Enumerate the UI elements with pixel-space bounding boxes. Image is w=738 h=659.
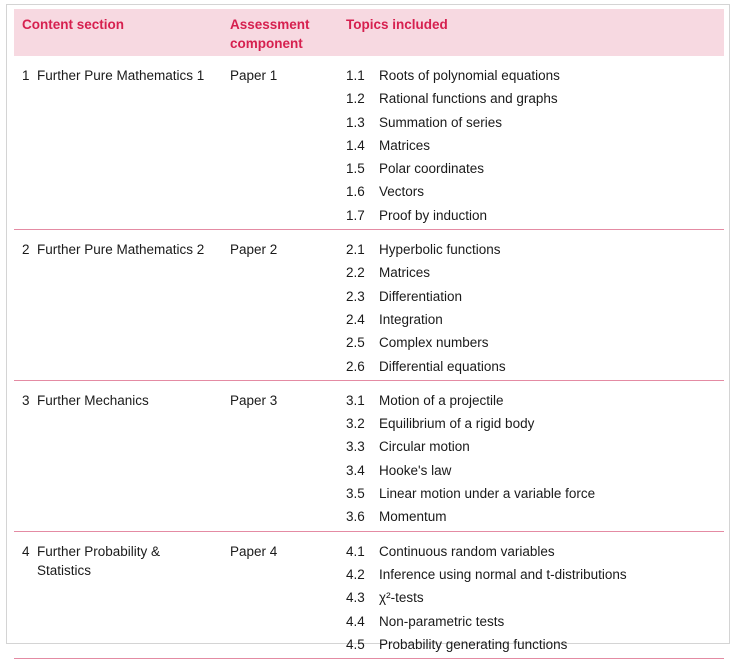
content-table (14, 9, 724, 659)
topic-name: Probability generating functions (379, 636, 568, 652)
content-section-cell (14, 56, 222, 230)
assessment-component: Paper 1 (230, 68, 278, 83)
content-section-cell (14, 230, 222, 381)
topic-name: Differentiation (379, 288, 463, 304)
topic-name: Roots of polynomial equations (379, 68, 560, 83)
topics-cell (338, 230, 724, 381)
header-assessment-component (222, 9, 338, 56)
topic-name: Complex numbers (379, 335, 489, 351)
content-section-cell (14, 380, 222, 531)
topic-item (346, 134, 716, 157)
topic-name: Hooke's law (379, 462, 452, 478)
topic-name: Equilibrium of a rigid body (379, 416, 535, 432)
topic-item (346, 111, 716, 134)
topic-number: 3.2 (346, 416, 365, 432)
topic-name: Proof by induction (379, 207, 488, 223)
topic-item (346, 482, 716, 505)
section-name: Further Pure Mathematics 1 (37, 68, 205, 83)
content-section (22, 542, 214, 580)
topic-number: 4.1 (346, 543, 365, 559)
topic-item (346, 64, 716, 87)
topic-number: 2.2 (346, 265, 365, 281)
topic-item (346, 308, 716, 331)
content-section-cell (14, 531, 222, 658)
topic-number: 1.7 (346, 207, 365, 223)
content-section (22, 240, 214, 259)
topic-item (346, 633, 716, 656)
topic-item (346, 586, 716, 609)
topic-number: 1.6 (346, 184, 365, 200)
table-header-row (14, 9, 724, 56)
topic-name: Inference using normal and t-distributions (379, 566, 627, 582)
topic-item (346, 331, 716, 354)
table-body (14, 56, 724, 659)
topic-item (346, 412, 716, 435)
topic-number: 1.2 (346, 91, 365, 107)
topic-item (346, 87, 716, 110)
section-number: 3 (22, 392, 30, 408)
topic-item (346, 610, 716, 633)
topic-number: 2.5 (346, 335, 365, 351)
topic-number: 3.5 (346, 486, 365, 502)
topic-name: Linear motion under a variable force (379, 486, 596, 502)
topic-item (346, 180, 716, 203)
header-topics-included: Topics included (346, 17, 448, 32)
topics-cell (338, 531, 724, 658)
table-row (14, 230, 724, 381)
topic-number: 2.3 (346, 288, 365, 304)
section-number: 4 (22, 543, 30, 559)
assessment-component: Paper 3 (230, 392, 278, 408)
assessment-component: Paper 4 (230, 543, 278, 559)
topic-name: Continuous random variables (379, 543, 555, 559)
topic-number: 3.4 (346, 462, 365, 478)
topic-name: χ²-tests (379, 590, 424, 606)
topic-number: 3.6 (346, 509, 365, 525)
section-number: 2 (22, 242, 30, 258)
topic-number: 3.3 (346, 439, 365, 455)
topic-name: Differential equations (379, 358, 506, 374)
content-section (22, 391, 214, 410)
topic-item (346, 459, 716, 482)
topic-name: Matrices (379, 265, 431, 281)
topic-name: Motion of a projectile (379, 392, 504, 408)
topic-name: Circular motion (379, 439, 470, 455)
topics-cell (338, 56, 724, 230)
topic-item (346, 563, 716, 586)
topic-item (346, 355, 716, 378)
topic-item (346, 540, 716, 563)
topic-name: Vectors (379, 184, 425, 200)
topic-number: 4.2 (346, 566, 365, 582)
topic-item (346, 435, 716, 458)
topic-name: Rational functions and graphs (379, 91, 558, 107)
topics-cell (338, 380, 724, 531)
topic-name: Matrices (379, 137, 431, 153)
topic-name: Integration (379, 311, 443, 327)
topic-number: 2.4 (346, 311, 365, 327)
table-row (14, 56, 724, 230)
topic-number: 1.5 (346, 161, 365, 177)
topic-item (346, 389, 716, 412)
header-assessment-component-label: Assessment component (230, 17, 310, 51)
topic-name: Momentum (379, 509, 447, 525)
topic-number: 4.3 (346, 590, 365, 606)
topic-item (346, 261, 716, 284)
topic-number: 1.3 (346, 114, 365, 130)
topic-item (346, 285, 716, 308)
topic-number: 3.1 (346, 392, 365, 408)
topic-item (346, 204, 716, 227)
table-row (14, 531, 724, 658)
section-name: Further Probability & Statistics (37, 543, 161, 578)
section-name: Further Mechanics (37, 392, 149, 408)
assessment-component: Paper 2 (230, 242, 278, 258)
topic-number: 4.5 (346, 636, 365, 652)
topic-name: Non-parametric tests (379, 613, 505, 629)
topic-name: Summation of series (379, 114, 503, 130)
content-section (22, 66, 214, 85)
topic-item (346, 505, 716, 528)
table-row (14, 380, 724, 531)
section-name: Further Pure Mathematics 2 (37, 242, 205, 258)
topic-item (346, 238, 716, 261)
topic-number: 4.4 (346, 613, 365, 629)
section-number: 1 (22, 68, 30, 83)
topic-name: Hyperbolic functions (379, 242, 501, 258)
topic-number: 2.1 (346, 242, 365, 258)
topic-number: 1.1 (346, 68, 365, 83)
topic-number: 2.6 (346, 358, 365, 374)
topic-name: Polar coordinates (379, 161, 485, 177)
topic-number: 1.4 (346, 137, 365, 153)
header-content-section: Content section (22, 17, 125, 32)
topic-item (346, 157, 716, 180)
